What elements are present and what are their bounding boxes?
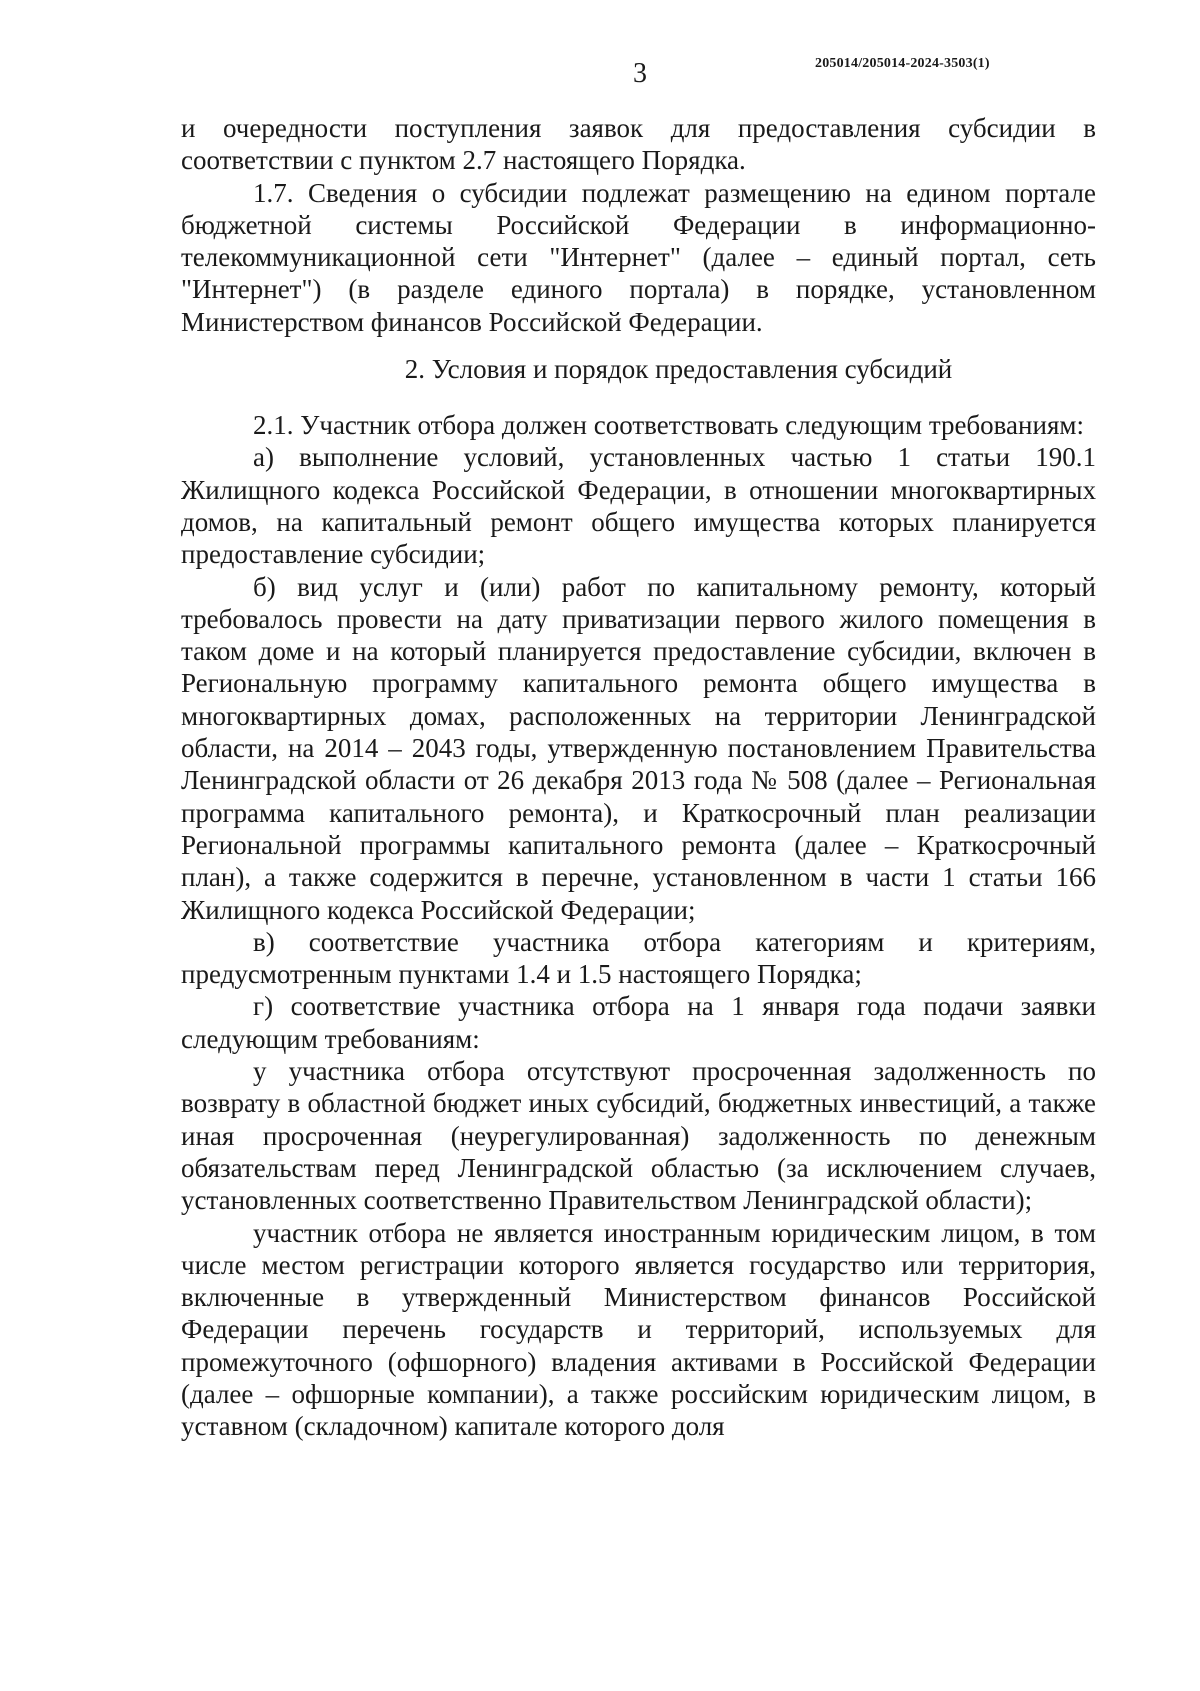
paragraph-1-7: 1.7. Сведения о субсидии подлежат размещению на едином портале бюджетной системы Российской Федерации в информационно-телекоммуникационной сети "Интернет" (далее – единый портал, сеть "Интернет") (в разделе единого портала) в порядке, установленном Министерством финансов Российской Федерации. (181, 177, 1096, 337)
paragraph-2-1: 2.1. Участник отбора должен соответствовать следующим требованиям: (253, 410, 1084, 441)
paragraph-item-a: а) выполнение условий, установленных частью 1 статьи 190.1 Жилищного кодекса Российской Федерации, в отношении многоквартирных домов, на капитальный ремонт общего имущества которых планируется предоставление субсидии; (181, 442, 1096, 570)
document-body (181, 112, 1096, 1443)
paragraph-item-v: в) соответствие участника отбора категориям и критериям, предусмотренным пунктами 1.4 и 1.5 настоящего Порядка; (181, 926, 1096, 990)
section-heading: 2. Условия и порядок предоставления субсидий (404, 354, 953, 385)
paragraph-debt-requirement: у участника отбора отсутствуют просроченная задолженность по возврату в областной бюджет иных субсидий, бюджетных инвестиций, а также иная просроченная (неурегулированная) задолженность по денежным обязательствам перед Ленинградской областью (за исключением случаев, установленных соответственно Правительством Ленинградской области); (181, 1056, 1096, 1216)
paragraph-continuation: и очередности поступления заявок для предоставления субсидии в соответствии с пунктом 2.7 настоящего Порядка. (181, 113, 1096, 176)
paragraph-item-g: г) соответствие участника отбора на 1 января года подачи заявки следующим требованиям: (181, 991, 1096, 1054)
paragraph-item-b: б) вид услуг и (или) работ по капитальному ремонту, который требовалось провести на дату приватизации первого жилого помещения в таком доме и на который планируется предоставление субсидии, включен в Региональную программу капитального ремонта общего имущества в многоквартирных домах, расположенных на территории Ленинградской области, на 2014 – 2043 годы, утвержденную постановлением Правительства Ленинградской области от 26 декабря 2013 года № 508 (далее – Региональная программа капитального ремонта), и Краткосрочный план реализации Региональной программы капитального ремонта (далее – Краткосрочный план), а также содержится в перечне, установленном в части 1 статьи 166 Жилищного кодекса Российской Федерации; (181, 571, 1096, 925)
page-number: 3 (633, 58, 647, 89)
paragraph-foreign-entity-requirement: участник отбора не является иностранным юридическим лицом, в том числе местом регистрации которого является государство или территория, включенные в утвержденный Министерством финансов Российской Федерации перечень государств и территорий, используемых для промежуточного (офшорного) владения активами в Российской Федерации (далее – офшорные компании), а также российским юридическим лицом, в уставном (складочном) капитале которого доля (181, 1217, 1096, 1442)
document-id: 205014/205014-2024-3503(1) (815, 56, 990, 71)
